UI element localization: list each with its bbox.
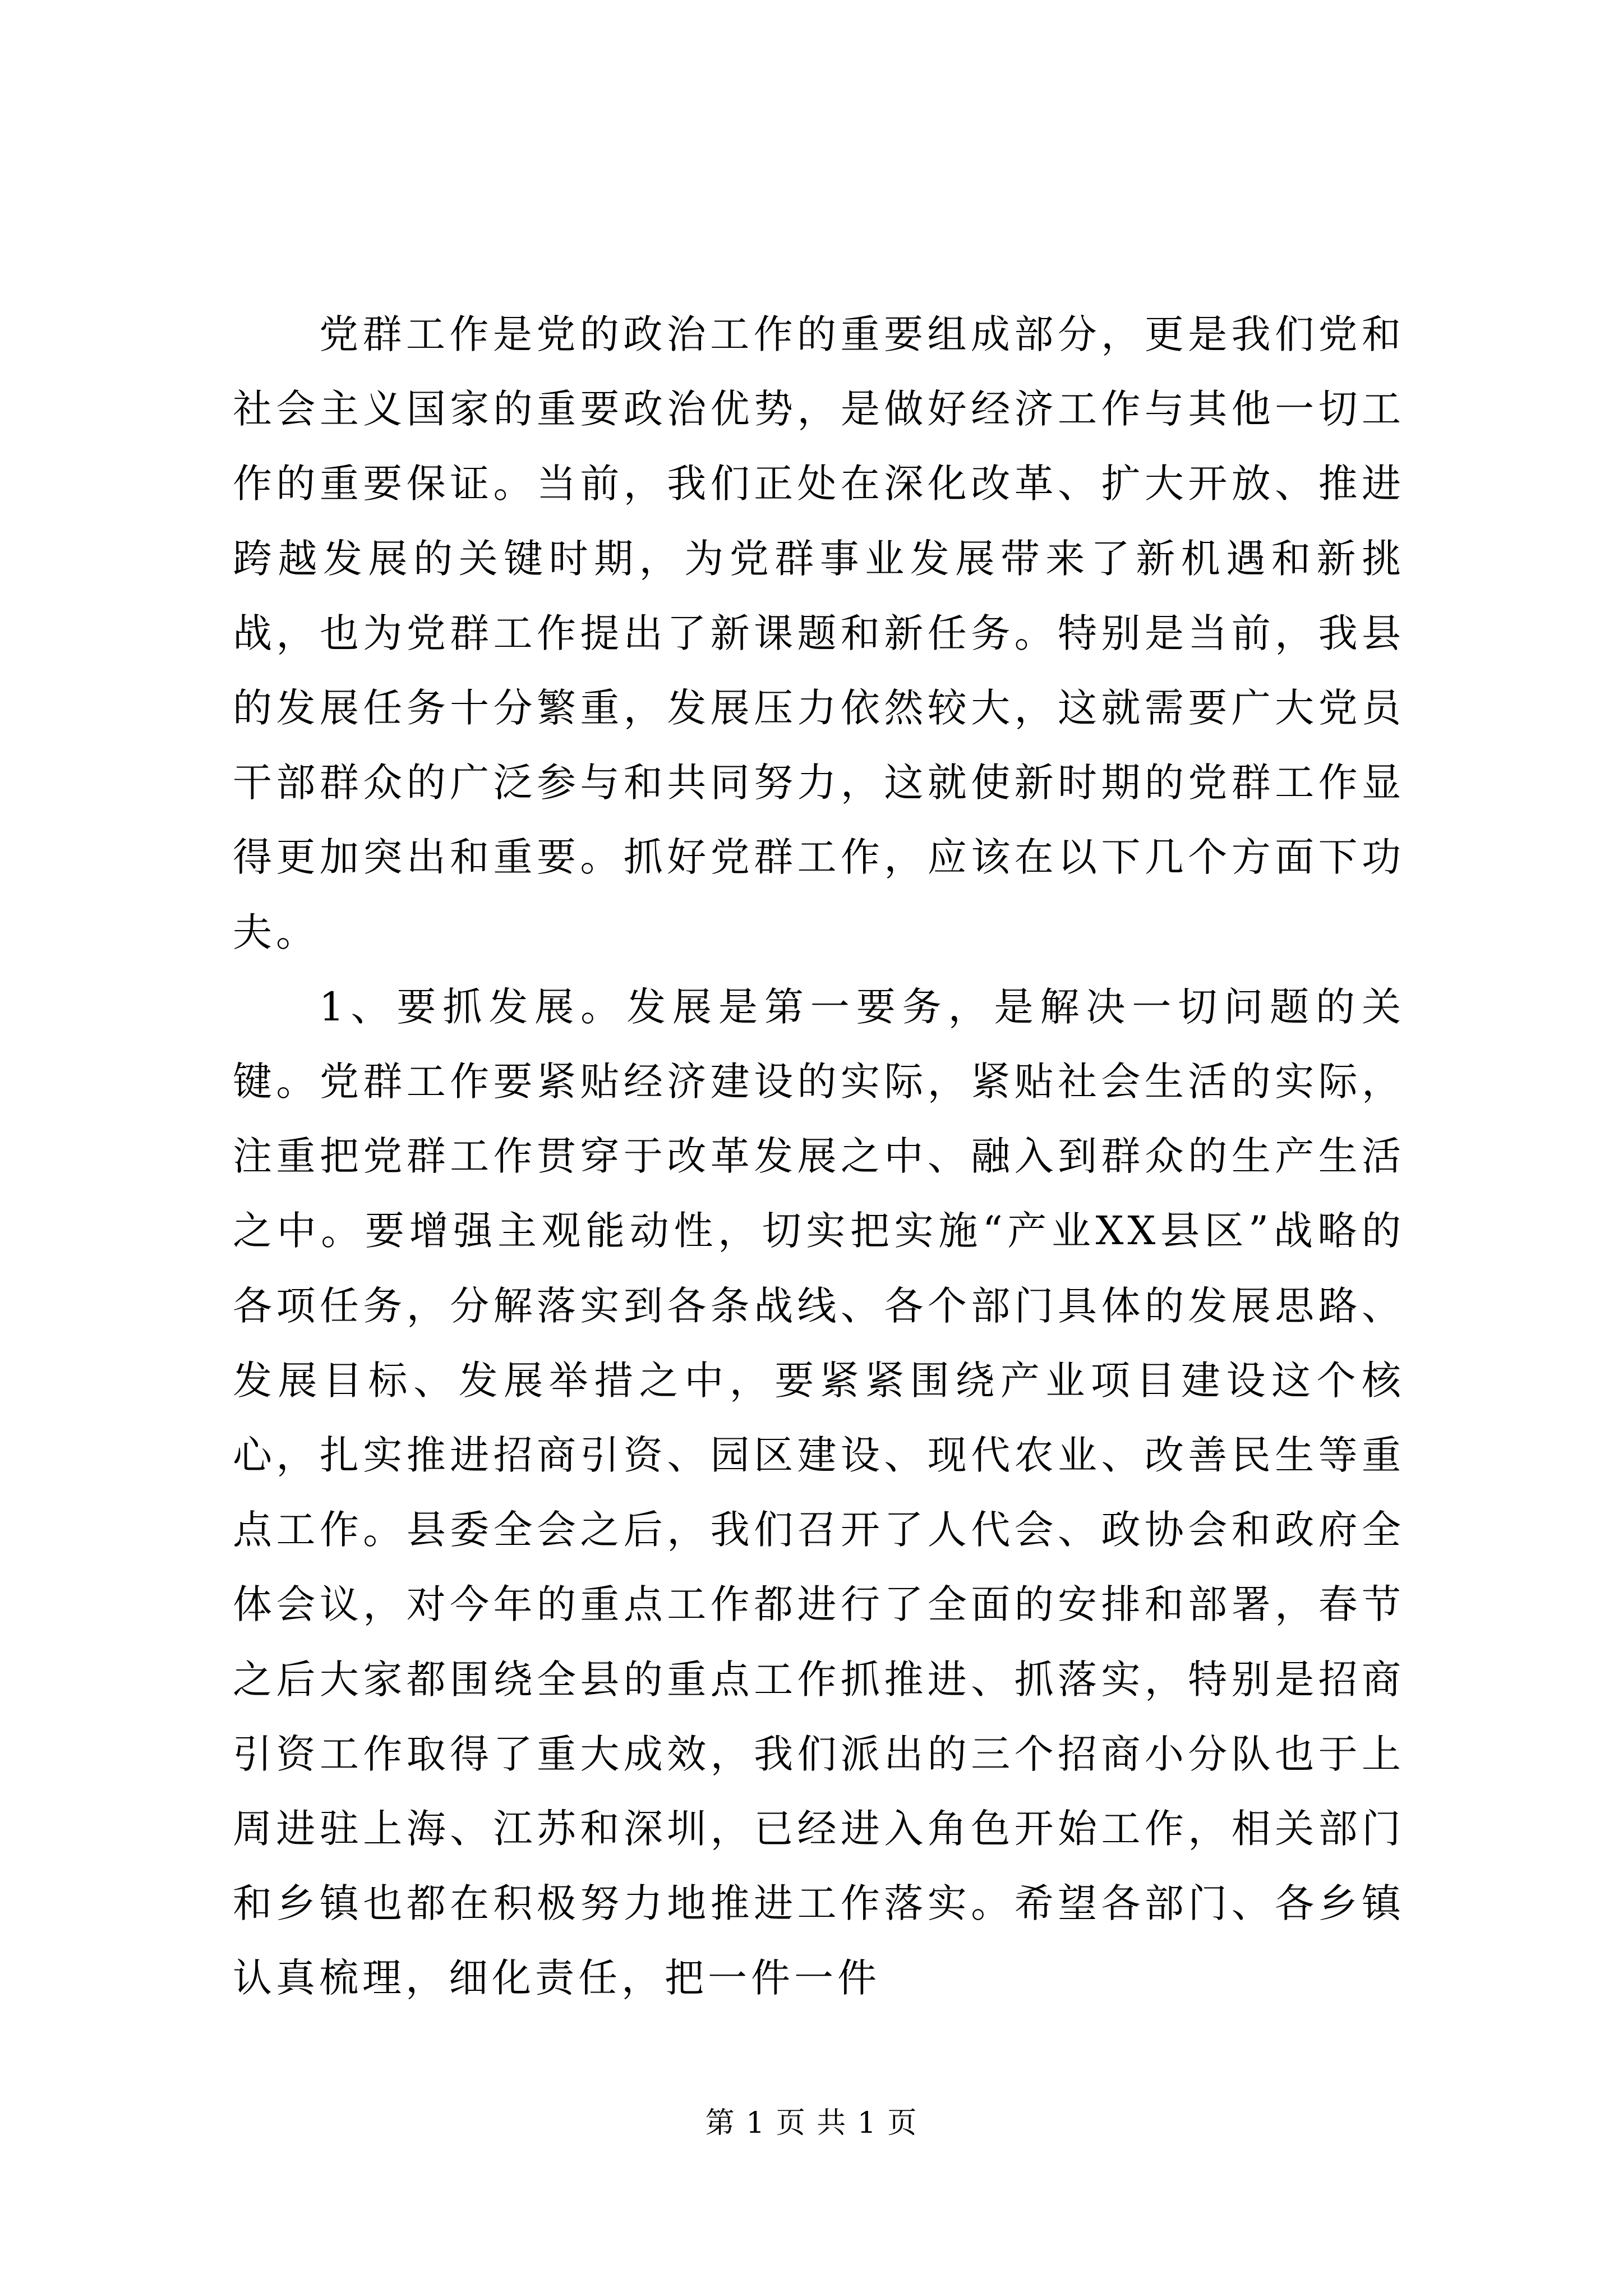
- document-body: [233, 297, 1405, 2016]
- paragraph-point-1: 1、要抓发展。发展是第一要务，是解决一切问题的关键。党群工作要紧贴经济建设的实际，紧贴社会生活的实际，注重把党群工作贯穿于改革发展之中、融入到群众的生产生活之中。要增强主观能动性，切实把实施“产业XX县区”战略的各项任务，分解落实到各条战线、各个部门具体的发展思路、发展目标、发展举措之中，要紧紧围绕产业项目建设这个核心，扎实推进招商引资、园区建设、现代农业、改善民生等重点工作。县委全会之后，我们召开了人代会、政协会和政府全体会议，对今年的重点工作都进行了全面的安排和部署，春节之后大家都围绕全县的重点工作抓推进、抓落实，特别是招商引资工作取得了重大成效，我们派出的三个招商小分队也于上周进驻上海、江苏和深圳，已经进入角色开始工作，相关部门和乡镇也都在积极努力地推进工作落实。希望各部门、各乡镇认真梳理，细化责任，把一件一件: [233, 983, 1405, 2001]
- page-footer: 第 1 页 共 1 页: [705, 2106, 918, 2140]
- paragraph-intro: 党群工作是党的政治工作的重要组成部分，更是我们党和社会主义国家的重要政治优势，是做好经济工作与其他一切工作的重要保证。当前，我们正处在深化改革、扩大开放、推进跨越发展的关键时期，为党群事业发展带来了新机遇和新挑战，也为党群工作提出了新课题和新任务。特别是当前，我县的发展任务十分繁重，发展压力依然较大，这就需要广大党员干部群众的广泛参与和共同努力，这就使新时期的党群工作显得更加突出和重要。抓好党群工作，应该在以下几个方面下功夫。: [233, 311, 1405, 955]
